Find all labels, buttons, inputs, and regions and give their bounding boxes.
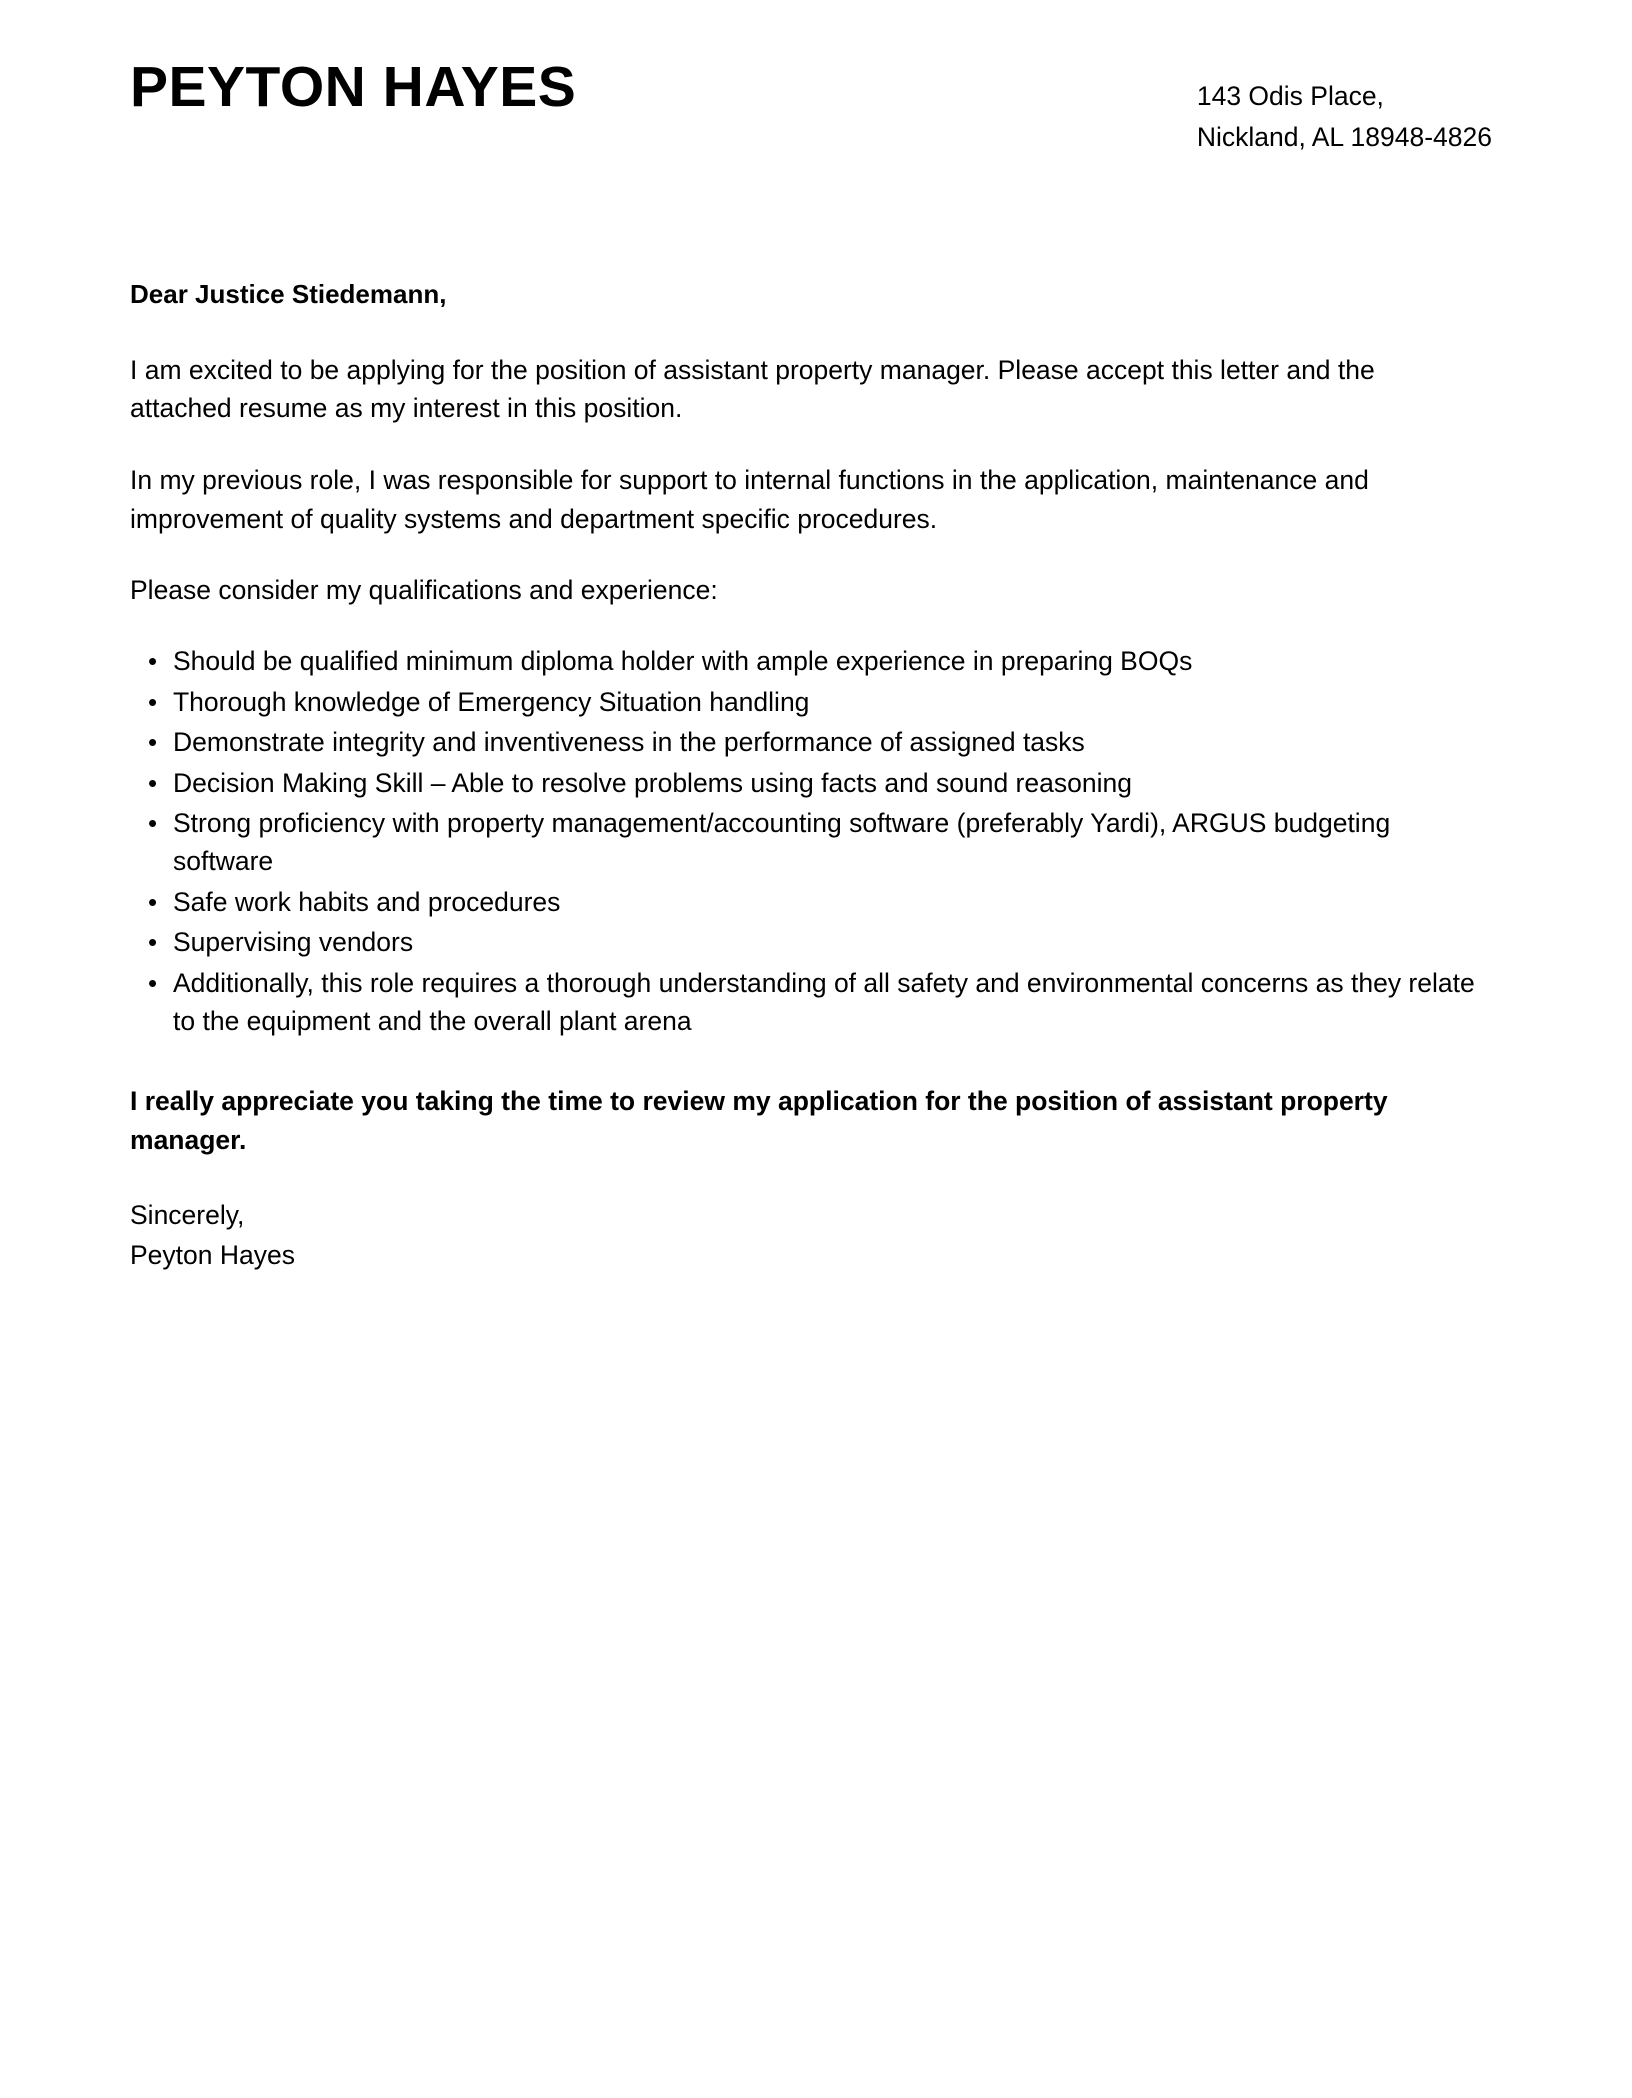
letter-header — [130, 0, 1502, 158]
address-line-2: Nickland, AL 18948-4826 — [1196, 122, 1492, 153]
letter-body — [130, 276, 1475, 1275]
list-item: • Supervising vendors — [130, 924, 1475, 962]
list-item: • Thorough knowledge of Emergency Situation handling — [130, 684, 1475, 722]
letter-content-area — [130, 0, 1502, 1277]
signature-name: Peyton Hayes — [130, 1240, 295, 1271]
body-paragraph-3: Please consider my qualifications and experience: — [130, 575, 718, 606]
closing-paragraph: I really appreciate you taking the time to review my application for the position of assistant property manager. — [130, 1086, 1388, 1155]
applicant-name: PEYTON HAYES — [130, 55, 577, 119]
applicant-address — [1197, 58, 1502, 158]
body-paragraph-2: In my previous role, I was responsible for support to internal functions in the application, maintenance and improvement of quality systems and department specific procedures. — [130, 464, 1369, 534]
qualifications-list — [130, 643, 1475, 1040]
list-item: • Safe work habits and procedures — [130, 884, 1475, 922]
address-line-1: 143 Odis Place, — [1196, 81, 1384, 111]
signature-block — [130, 1196, 1475, 1275]
salutation: Dear Justice Stiedemann, — [130, 279, 447, 310]
body-paragraph-1: I am excited to be applying for the position of assistant property manager. Please accept this letter and the attached resume as my interest in this position. — [130, 354, 1375, 424]
list-item: • Should be qualified minimum diploma holder with ample experience in preparing BOQs — [130, 643, 1475, 681]
list-item: • Decision Making Skill – Able to resolve problems using facts and sound reasoning — [130, 765, 1475, 803]
list-item: • Strong proficiency with property management/accounting software (preferably Yardi), ARGUS budgeting software — [130, 805, 1475, 880]
sign-off: Sincerely, — [130, 1199, 245, 1230]
list-item: • Demonstrate integrity and inventiveness in the performance of assigned tasks — [130, 724, 1475, 762]
list-item: • Additionally, this role requires a thorough understanding of all safety and environmental concerns as they relate to the equipment and the overall plant arena — [130, 965, 1475, 1040]
